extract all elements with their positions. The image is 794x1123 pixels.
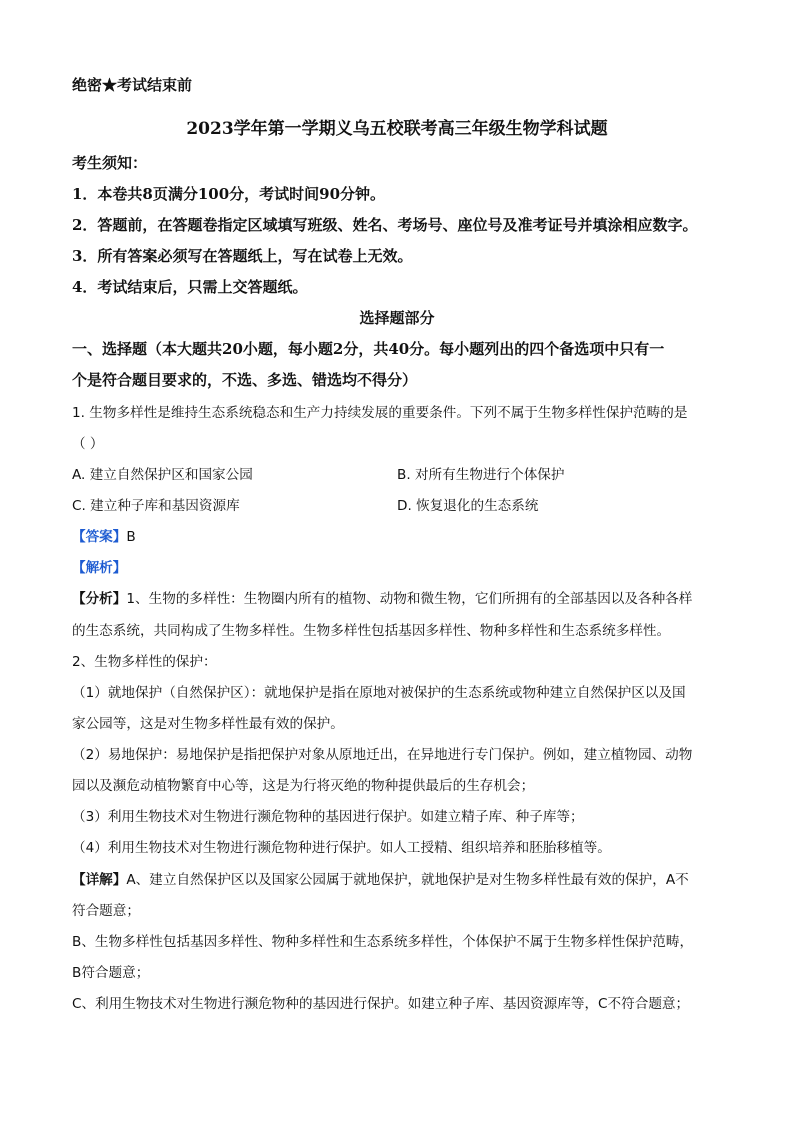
- detail-a-text: A、建立自然保护区以及国家公园属于就地保护，就地保护是对生物多样性最有效的保护，A不: [126, 872, 689, 888]
- fenxi-text-cont: 的生态系统，共同构成了生物多样性。生物多样性包括基因多样性、物种多样性和生态系统多样性。: [72, 623, 671, 639]
- option-d: D. 恢复退化的生态系统: [397, 498, 539, 514]
- detail-b-cont: B符合题意；: [72, 965, 150, 981]
- question-stem-blank: （ ）: [72, 436, 104, 452]
- confidential-label: 绝密★考试结束前: [72, 76, 193, 94]
- fenxi-text: 1、生物的多样性：生物圈内所有的植物、动物和微生物，它们所拥有的全部基因以及各种各样: [126, 591, 693, 607]
- detail-line: [72, 868, 689, 888]
- page-title: 2023学年第一学期义乌五校联考高三年级生物学科试题: [186, 119, 608, 139]
- option-b: B. 对所有生物进行个体保护: [397, 467, 565, 483]
- option-c: C. 建立种子库和基因资源库: [72, 498, 240, 514]
- protect-item-3: （3）利用生物技术对生物进行濒危物种的基因进行保护。如建立精子库、种子库等；: [72, 809, 584, 825]
- notice-item: 2．答题前，在答题卷指定区域填写班级、姓名、考场号、座位号及准考证号并填涂相应数字。: [72, 216, 698, 234]
- analysis-tag: 【解析】: [72, 560, 127, 576]
- answer-tag: 【答案】: [72, 529, 127, 545]
- section-title: 选择题部分: [359, 309, 435, 327]
- fenxi-tag: 【分析】: [72, 591, 127, 607]
- protect-item-4: （4）利用生物技术对生物进行濒危物种进行保护。如人工授精、组织培养和胚胎移植等。: [72, 840, 611, 856]
- notice-heading: 考生须知：: [72, 154, 148, 172]
- notice-item: 4．考试结束后，只需上交答题纸。: [72, 278, 308, 296]
- protect-item-2: （2）易地保护：易地保护是指把保护对象从原地迁出，在异地进行专门保护。例如，建立植物园、动物: [72, 747, 693, 763]
- answer-value: B: [126, 529, 136, 545]
- question-stem: 1. 生物多样性是维持生态系统稳态和生产力持续发展的重要条件。下列不属于生物多样性保护范畴的是: [72, 405, 688, 421]
- answer-line: [72, 525, 136, 545]
- fenxi-line: [72, 587, 692, 607]
- protect-item-1-cont: 家公园等，这是对生物多样性最有效的保护。: [72, 716, 344, 732]
- section-instruction: 一、选择题（本大题共20小题，每小题2分，共40分。每小题列出的四个备选项中只有一: [72, 340, 665, 358]
- detail-tag: 【详解】: [72, 872, 127, 888]
- option-a: A. 建立自然保护区和国家公园: [72, 467, 253, 483]
- detail-b-text: B、生物多样性包括基因多样性、物种多样性和生态系统多样性，个体保护不属于生物多样性保护范畴，: [72, 934, 694, 950]
- protect-item-2-cont: 园以及濒危动植物繁育中心等，这是为行将灭绝的物种提供最后的生存机会；: [72, 778, 535, 794]
- protect-item-1: （1）就地保护（自然保护区）：就地保护是指在原地对被保护的生态系统或物种建立自然保护区以及国: [72, 685, 686, 701]
- section-instruction-cont: 个是符合题目要求的，不选、多选、错选均不得分）: [72, 371, 418, 389]
- analysis-line: [72, 556, 126, 576]
- detail-a-cont: 符合题意；: [72, 903, 140, 919]
- protect-heading: 2、生物多样性的保护：: [72, 654, 217, 670]
- detail-c-text: C、利用生物技术对生物进行濒危物种的基因进行保护。如建立种子库、基因资源库等，C不符合题意；: [72, 996, 690, 1012]
- notice-item: 1．本卷共8页满分100分，考试时间90分钟。: [72, 185, 386, 203]
- notice-item: 3．所有答案必须写在答题纸上，写在试卷上无效。: [72, 247, 413, 265]
